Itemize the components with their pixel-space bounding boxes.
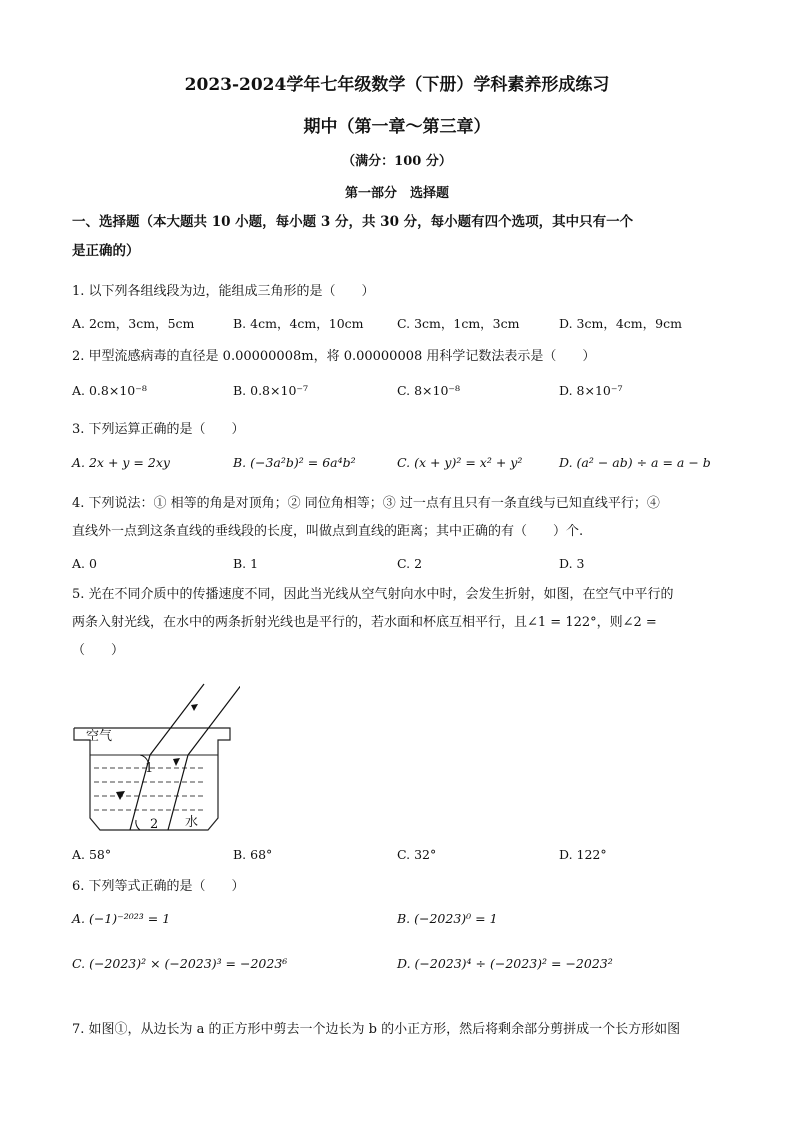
section-heading-line1: 一、选择题（本大题共 10 小题，每小题 3 分，共 30 分，每小题有四个选项，其中只有一个 — [72, 214, 634, 230]
water-label: 水 — [185, 815, 199, 830]
section-heading-line2: 是正确的） — [72, 243, 140, 259]
question-5-line3: （ ） — [72, 643, 125, 658]
section-heading — [72, 208, 732, 266]
arrow-head — [116, 791, 125, 800]
option-a: A. 0.8×10⁻⁸ — [72, 383, 147, 398]
question-2-stem: 2. 甲型流感病毒的直径是 0.00000008m，将 0.00000008 用科学记数法表示是（ ） — [72, 349, 596, 364]
question-6-options-row2 — [72, 956, 732, 980]
question-1-options — [72, 314, 732, 338]
question-4-line1: 4. 下列说法：① 相等的角是对顶角；② 同位角相等；③ 过一点有且只有一条直线与已知直线平行；④ — [72, 496, 660, 511]
part-heading: 第一部分 选择题 — [344, 186, 449, 201]
question-5-line2: 两条入射光线，在水中的两条折射光线也是平行的，若水面和杯底互相平行，且∠1 = 122°，则∠2 = — [72, 615, 657, 630]
option-b: B. 1 — [233, 556, 259, 571]
score-note: （满分：100 分） — [342, 154, 452, 169]
angle-2-label: 2 — [150, 817, 159, 832]
question-6-options-row1 — [72, 911, 732, 935]
question-4-options — [72, 556, 732, 580]
refraction-figure — [70, 680, 240, 835]
option-a: A. 58° — [72, 847, 112, 862]
option-c: C. 8×10⁻⁸ — [397, 383, 461, 398]
option-d: D. 3 — [559, 556, 585, 571]
option-c: C. (−2023)² × (−2023)³ = −2023⁶ — [72, 956, 288, 971]
option-b: B. 68° — [233, 847, 273, 862]
option-d: D. 8×10⁻⁷ — [559, 383, 623, 398]
question-2-options — [72, 383, 732, 407]
option-c: C. 3cm，1cm，3cm — [397, 316, 520, 331]
angle-1-label: 1 — [145, 761, 154, 776]
air-label: 空气 — [86, 729, 113, 744]
question-4-line2: 直线外一点到这条直线的垂线段的长度，叫做点到直线的距离；其中正确的有（ ）个. — [72, 524, 584, 539]
option-b: B. (−2023)⁰ = 1 — [397, 911, 498, 926]
question-3-options — [72, 455, 732, 479]
exam-subtitle: 期中（第一章～第三章） — [303, 117, 491, 137]
question-3-stem: 3. 下列运算正确的是（ ） — [72, 422, 245, 437]
arrow-head — [191, 704, 198, 711]
option-d: D. (a² − ab) ÷ a = a − b — [559, 455, 711, 470]
option-b: B. 0.8×10⁻⁷ — [233, 383, 308, 398]
option-a: A. 2cm，3cm，5cm — [72, 316, 195, 331]
question-5-options — [72, 847, 732, 871]
option-c: C. 2 — [397, 556, 423, 571]
option-d: D. 122° — [559, 847, 607, 862]
option-d: D. (−2023)⁴ ÷ (−2023)² = −2023² — [397, 956, 613, 971]
angle-2-arc — [136, 820, 140, 830]
question-5-stem — [72, 581, 732, 665]
question-4-stem — [72, 490, 732, 546]
option-c: C. 32° — [397, 847, 437, 862]
option-d: D. 3cm，4cm，9cm — [559, 316, 682, 331]
arrow-head — [173, 758, 180, 766]
question-1-stem: 1. 以下列各组线段为边，能组成三角形的是（ ） — [72, 284, 375, 299]
question-7-stem: 7. 如图①，从边长为 a 的正方形中剪去一个边长为 b 的小正方形，然后将剩余部分剪拼成一个长方形如图 — [72, 1022, 681, 1037]
option-b: B. 4cm，4cm，10cm — [233, 316, 364, 331]
question-6-stem: 6. 下列等式正确的是（ ） — [72, 879, 245, 894]
option-a: A. (−1)⁻²⁰²³ = 1 — [72, 911, 171, 926]
option-a: A. 2x + y = 2xy — [72, 455, 170, 470]
option-b: B. (−3a²b)² = 6a⁴b² — [233, 455, 356, 470]
option-c: C. (x + y)² = x² + y² — [397, 455, 523, 470]
option-a: A. 0 — [72, 556, 97, 571]
question-5-line1: 5. 光在不同介质中的传播速度不同，因此当光线从空气射向水中时，会发生折射，如图，在空气中平行的 — [72, 587, 674, 602]
exam-title: 2023-2024学年七年级数学（下册）学科素养形成练习 — [184, 75, 610, 95]
